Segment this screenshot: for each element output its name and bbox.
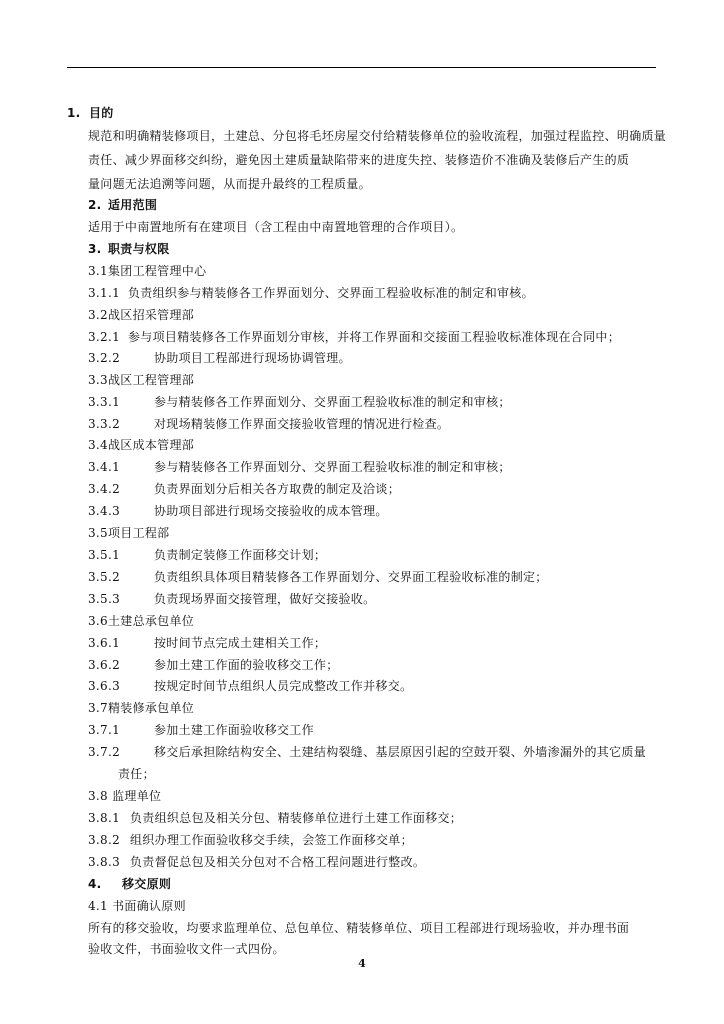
item-3-8-1: 3.8.1 负责组织总包及相关分包、精装修单位进行土建工作面移交； [88, 811, 463, 825]
paragraph-scope: 适用于中南置地所有在建项目（含工程由中南置地管理的合作项目）。 [88, 220, 464, 234]
section-4-1: 4.1 书面确认原则 [88, 899, 186, 913]
item-3-8-2: 3.8.2 组织办理工作面验收移交手续，会签工作面移交单； [88, 833, 413, 847]
item-3-8-3: 3.8.3 负责督促总包及相关分包对不合格工程问题进行整改。 [88, 855, 426, 869]
section-3-1: 3.1集团工程管理中心 [88, 264, 207, 278]
item-3-4-1: 3.4.1 参与精装修各工作界面划分、交界面工程验收标准的制定和审核； [88, 460, 511, 474]
item-3-3-1: 3.3.1 参与精装修各工作界面划分、交界面工程验收标准的制定和审核； [88, 395, 511, 409]
heading-2: 2. 适用范围 [88, 198, 158, 212]
item-3-4-3: 3.4.3 协助项目部进行现场交接验收的成本管理。 [88, 504, 388, 518]
section-3-7: 3.7精装修承包单位 [88, 701, 195, 715]
paragraph-purpose-line-1: 规范和明确精装修项目，土建总、分包将毛坯房屋交付给精装修单位的验收流程，加强过程监控、明确质量 [88, 129, 667, 143]
item-3-5-3: 3.5.3 负责现场界面交接管理，做好交接验收。 [88, 592, 376, 606]
item-3-6-2: 3.6.2 参加土建工作面的验收移交工作； [88, 658, 339, 672]
paragraph-4-1-line-2: 验收文件，书面验收文件一式四份。 [88, 942, 285, 956]
paragraph-purpose-line-2: 责任、减少界面移交纠纷，避免因土建质量缺陷带来的进度失控、装修造价不准确及装修后产生的质 [88, 153, 630, 167]
section-3-5: 3.5项目工程部 [88, 526, 170, 540]
item-3-3-2: 3.3.2 对现场精装修工作界面交接验收管理的情况进行检查。 [88, 417, 450, 431]
item-3-6-3: 3.6.3 按规定时间节点组织人员完成整改工作并移交。 [88, 679, 413, 693]
item-3-7-2: 3.7.2 移交后承担除结构安全、土建结构裂缝、基层原因引起的空鼓开裂、外墙渗漏外的其它质量 [88, 745, 647, 759]
section-3-3: 3.3战区工程管理部 [88, 373, 195, 387]
section-3-4: 3.4战区成本管理部 [88, 438, 195, 452]
item-3-5-1: 3.5.1 负责制定装修工作面移交计划； [88, 548, 327, 562]
section-3-6: 3.6土建总承包单位 [88, 614, 195, 628]
paragraph-4-1-line-1: 所有的移交验收，均要求监理单位、总包单位、精装修单位、项目工程部进行现场验收，并办理书面 [88, 921, 630, 935]
item-3-5-2: 3.5.2 负责组织具体项目精装修各工作界面划分、交界面工程验收标准的制定； [88, 570, 548, 584]
item-3-7-2-continued: 责任； [118, 767, 155, 781]
item-3-2-2: 3.2.2 协助项目工程部进行现场协调管理。 [88, 351, 351, 365]
item-3-2-1: 3.2.1 参与项目精装修各工作界面划分审核，并将工作界面和交接面工程验收标准体现在合同中； [88, 330, 621, 344]
item-3-7-1: 3.7.1 参加土建工作面验收移交工作 [88, 723, 314, 737]
item-3-6-1: 3.6.1 按时间节点完成土建相关工作； [88, 636, 327, 650]
item-3-1-1: 3.1.1 负责组织参与精装修各工作界面划分、交界面工程验收标准的制定和审核。 [88, 286, 534, 300]
paragraph-purpose-line-3: 量问题无法追溯等问题，从而提升最终的工程质量。 [88, 177, 371, 191]
section-3-8: 3.8 监理单位 [88, 789, 162, 803]
item-3-4-2: 3.4.2 负责界面划分后相关各方取费的制定及洽谈； [88, 482, 401, 496]
heading-3: 3. 职责与权限 [88, 242, 170, 256]
heading-1: 1. 目的 [67, 106, 114, 120]
heading-4: 4. 移交原则 [88, 877, 172, 891]
page-number: 4 [358, 957, 366, 970]
header-rule [67, 67, 656, 68]
section-3-2: 3.2战区招采管理部 [88, 308, 195, 322]
